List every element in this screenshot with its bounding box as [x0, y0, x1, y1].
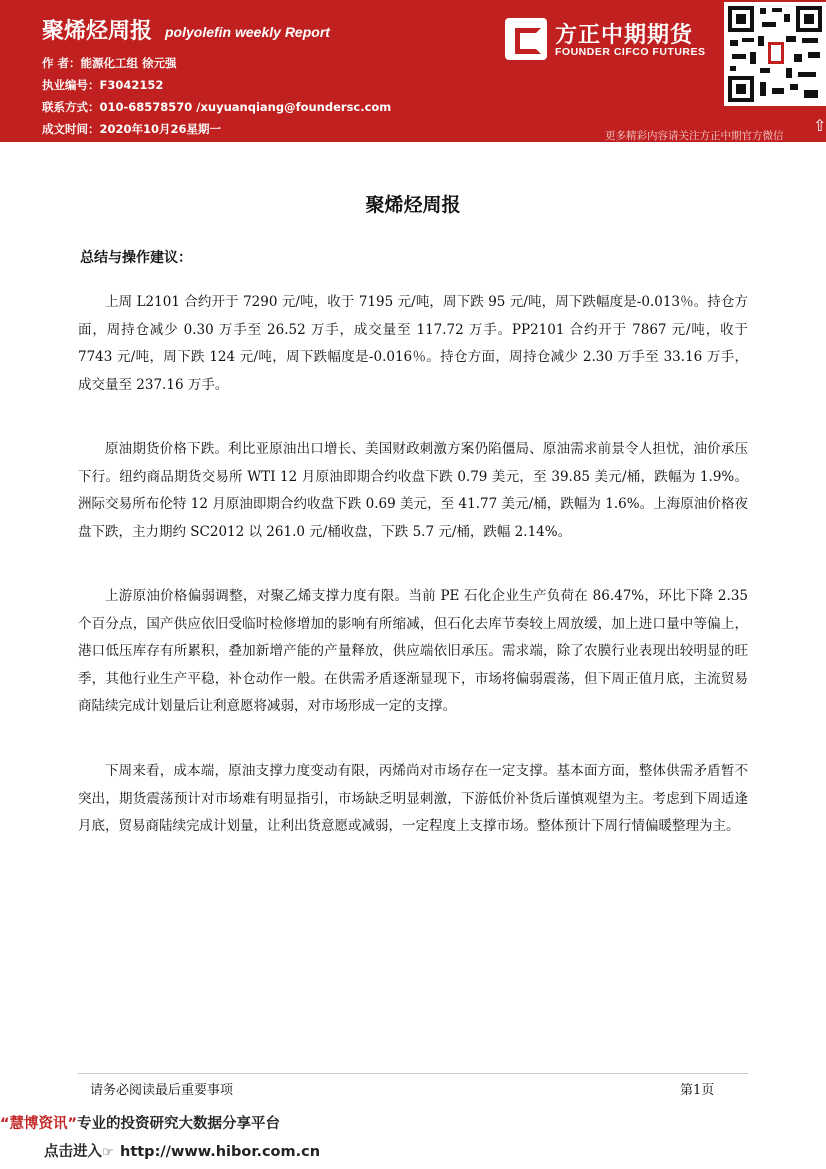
entry-url[interactable]: http://www.hibor.com.cn: [120, 1144, 321, 1160]
page-number: 第1页: [680, 1083, 715, 1098]
paragraph: 上周 L2101 合约开于 7290 元/吨，收于 7195 元/吨，周下跌 95 元/吨，周下跌幅度是-0.013％。持仓方面，周持仓减少 0.30 万手至 26.52 万手，成交量至 117.72 万手。PP2101 合约开于 7867 元/吨，收于 7743 元/吨，周下跌 124 元/吨，周下跌幅度是-0.016％。持仓方面，周持仓减少 2.30 万手至 33.16 万手，成交量至 237.16 万手。: [78, 294, 748, 393]
entry-link[interactable]: [44, 1140, 320, 1161]
logo-english-name: FOUNDER CIFCO FUTURES: [555, 46, 706, 58]
author-line: 作 者：能源化工组 徐元强: [42, 56, 177, 70]
qr-code-icon: [724, 2, 826, 106]
company-logo: [505, 18, 720, 60]
logo-mark-icon: [505, 18, 547, 60]
paragraph: 原油期货价格下跌。利比亚原油出口增长、美国财政刺激方案仍陷僵局、原油需求前景令人担忧，油价承压下行。纽约商品期货交易所 WTI 12 月原油即期合约收盘下跌 0.79 美元，至 39.85 美元/桶，跌幅为 1.9%。洲际交易所布伦特 12 月原油即期合约收盘下跌 0.69 美元，至 41.77 美元/桶，跌幅为 1.6%。上海原油价格夜盘下跌，主力期约 SC2012 以 261.0 元/桶收盘，下跌 5.7 元/桶，跌幅 2.14%。: [78, 441, 748, 540]
entry-label: 点击进入: [44, 1144, 102, 1160]
date-line: 成文时间：2020年10月26星期一: [42, 122, 222, 136]
report-subtitle: polyolefin weekly Report: [165, 24, 330, 40]
arrow-up-icon: ⇧: [813, 116, 826, 135]
header-banner: [0, 0, 826, 142]
paragraph: 上游原油价格偏弱调整，对聚乙烯支撑力度有限。当前 PE 石化企业生产负荷在 86.47%，环比下降 2.35 个百分点，国产供应依旧受临时检修增加的影响有所缩减，但石化去库节奏较上周放缓，加上进口量中等偏上，港口低压库存有所累积，叠加新增产能的产量释放，供应端依旧承压。需求端，除了农膜行业表现出较明显的旺季，其他行业生产平稳，补仓动作一般。在供需矛盾逐渐显现下，市场将偏弱震荡，但下周正值月底，主流贸易商陆续完成计划量后让利意愿将减弱，对市场形成一定的支撑。: [78, 588, 748, 715]
document-title: 聚烯烃周报: [365, 194, 461, 216]
promo-text: 专业的投资研究大数据分享平台: [77, 1116, 281, 1132]
footer-divider: [78, 1073, 748, 1074]
report-title: 聚烯烃周报: [42, 19, 153, 44]
promo-brand: “慧博资讯”: [0, 1116, 78, 1132]
section-heading: 总结与操作建议：: [80, 250, 192, 266]
logo-chinese-name: 方正中期期货: [555, 23, 694, 48]
pointing-hand-icon: ☞: [102, 1145, 114, 1160]
disclaimer-notice: 请务必阅读最后重要事项: [90, 1083, 234, 1098]
contact-line: 联系方式：010-68578570 /xuyuanqiang@foundersc.com: [42, 100, 392, 114]
promo-line: [0, 1112, 280, 1133]
license-line: 执业编号：F3042152: [42, 78, 164, 92]
paragraph: 下周来看，成本端，原油支撑力度变动有限，丙烯尚对市场存在一定支撑。基本面方面，整体供需矛盾暂不突出，期货震荡预计对市场难有明显指引，市场缺乏明显刺激，下游低价补货后谨慎观望为主。考虑到下周适逢月底，贸易商陆续完成计划量，让利出货意愿或减弱，一定程度上支撑市场。整体预计下周行情偏暖整理为主。: [78, 763, 748, 835]
follow-wechat-text: 更多精彩内容请关注方正中期官方微信: [605, 130, 784, 142]
